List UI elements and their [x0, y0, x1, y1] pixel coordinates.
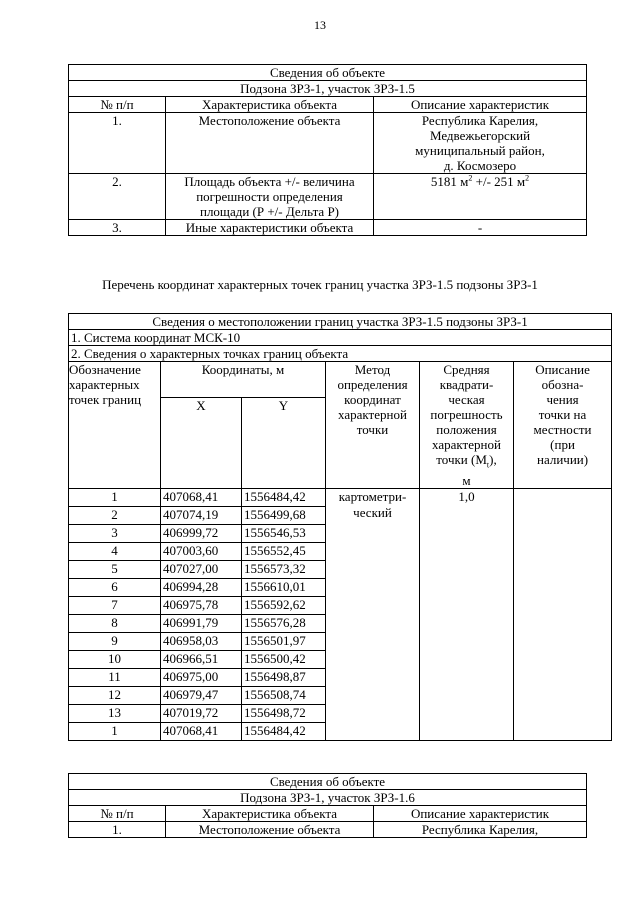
coord-y: 1556552,45 [242, 542, 326, 560]
table-subheader: Подзона ЗРЗ-1, участок ЗРЗ-1.5 [69, 81, 587, 97]
coord-y: 1556498,87 [242, 668, 326, 686]
column-header-x: X [161, 397, 242, 488]
coord-x: 407068,41 [161, 722, 242, 740]
coordinates-caption: Перечень координат характерных точек границ участка ЗРЗ-1.5 подзоны ЗРЗ-1 [102, 277, 538, 292]
point-id: 7 [69, 596, 161, 614]
point-id: 8 [69, 614, 161, 632]
points-section-title: 2. Сведения о характерных точках границ объекта [69, 346, 612, 362]
coord-y: 1556508,74 [242, 686, 326, 704]
coord-x: 407074,19 [161, 506, 242, 524]
table-row [69, 488, 612, 506]
row-number: 2. [69, 174, 166, 220]
coord-x: 407019,72 [161, 704, 242, 722]
coord-x: 407003,60 [161, 542, 242, 560]
point-id: 1 [69, 722, 161, 740]
coord-x: 407068,41 [161, 488, 242, 506]
column-header-method: Метод определения координат характерной точки [326, 362, 420, 489]
coord-y: 1556500,42 [242, 650, 326, 668]
coord-x: 406975,00 [161, 668, 242, 686]
table-subheader: Подзона ЗРЗ-1, участок ЗРЗ-1.6 [69, 790, 587, 806]
description-value [514, 488, 612, 740]
coord-x: 406975,78 [161, 596, 242, 614]
row-number: 1. [69, 113, 166, 174]
column-header: Характеристика объекта [166, 806, 374, 822]
coord-y: 1556501,97 [242, 632, 326, 650]
characteristic-name: Площадь объекта +/- величина погрешности определения площади (Р +/- Дельта Р) [166, 174, 374, 220]
coord-y: 1556499,68 [242, 506, 326, 524]
column-header: Описание характеристик [374, 806, 587, 822]
point-id: 11 [69, 668, 161, 686]
coord-x: 406991,79 [161, 614, 242, 632]
point-id: 5 [69, 560, 161, 578]
coord-y: 1556546,53 [242, 524, 326, 542]
coord-y: 1556484,42 [242, 488, 326, 506]
row-number: 1. [69, 822, 166, 838]
column-header: Описание характеристик [374, 97, 587, 113]
object-info-table-zrz-1-6 [68, 773, 587, 838]
column-header: № п/п [69, 806, 166, 822]
column-header-error: Средняя квадрати- ческая погрешность положения характерной точки $(M_t)$, м [420, 362, 514, 489]
point-id: 2 [69, 506, 161, 524]
table-header: Сведения об объекте [69, 774, 587, 790]
coord-x: 406958,03 [161, 632, 242, 650]
coord-y: 1556610,01 [242, 578, 326, 596]
coord-x: 406966,51 [161, 650, 242, 668]
table-header: Сведения о местоположении границ участка ЗРЗ-1.5 подзоны ЗРЗ-1 [69, 314, 612, 330]
error-value: 1,0 [420, 488, 514, 740]
point-id: 9 [69, 632, 161, 650]
coord-x: 406979,47 [161, 686, 242, 704]
characteristic-description: - [374, 220, 587, 236]
table-row [69, 174, 587, 220]
point-id: 4 [69, 542, 161, 560]
coord-x: 407027,00 [161, 560, 242, 578]
page-number: 13 [314, 18, 326, 32]
table-row [69, 822, 587, 838]
table-row [69, 220, 587, 236]
area-value: 5181 $м^2$ +/- 251 $м^2$ [374, 174, 587, 220]
point-id: 10 [69, 650, 161, 668]
characteristic-name: Местоположение объекта [166, 822, 374, 838]
coord-y: 1556573,32 [242, 560, 326, 578]
object-info-table-zrz-1-5 [68, 64, 587, 236]
characteristic-name: Местоположение объекта [166, 113, 374, 174]
coord-x: 406999,72 [161, 524, 242, 542]
coordinate-system: 1. Система координат МСК-10 [69, 330, 612, 346]
point-id: 12 [69, 686, 161, 704]
column-header-point: Обозначение характерных точек границ [69, 362, 161, 489]
column-header-coordinates: Координаты, м [161, 362, 326, 398]
table-header: Сведения об объекте [69, 65, 587, 81]
point-id: 6 [69, 578, 161, 596]
boundary-coordinates-table [68, 313, 612, 741]
row-number: 3. [69, 220, 166, 236]
characteristic-description: Республика Карелия, Медвежьегорский муниципальный район, д. Космозеро [374, 113, 587, 174]
coord-y: 1556484,42 [242, 722, 326, 740]
column-header-description: Описание обозна- чения точки на местности (при наличии) [514, 362, 612, 489]
coord-y: 1556592,62 [242, 596, 326, 614]
point-id: 3 [69, 524, 161, 542]
point-id: 13 [69, 704, 161, 722]
column-header: Характеристика объекта [166, 97, 374, 113]
point-id: 1 [69, 488, 161, 506]
characteristic-name: Иные характеристики объекта [166, 220, 374, 236]
coord-y: 1556576,28 [242, 614, 326, 632]
column-header: № п/п [69, 97, 166, 113]
column-header-y: Y [242, 397, 326, 488]
characteristic-description: Республика Карелия, [374, 822, 587, 838]
method-value: картометри- ческий [326, 488, 420, 740]
table-row [69, 113, 587, 174]
coord-y: 1556498,72 [242, 704, 326, 722]
coord-x: 406994,28 [161, 578, 242, 596]
